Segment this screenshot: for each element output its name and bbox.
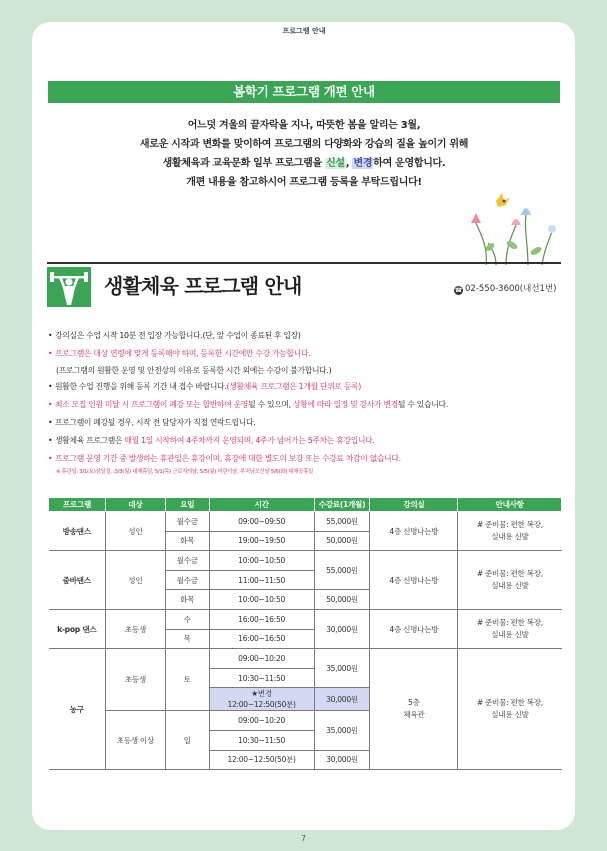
program-name: 농구 (49, 649, 106, 770)
notice-item: • 생활체육 프로그램은 매월 1일 시작하여 4주차까지 운영되며, 4주가 넘어가는 5주차는 휴강입니다. (48, 436, 375, 445)
header-program: 프로그램 (49, 498, 106, 512)
time-cell: 09:00~10:20 (209, 649, 314, 669)
header-notes: 안내사항 (458, 498, 562, 512)
time-cell: 12:00~12:50(50분) (209, 750, 314, 770)
table-row (49, 551, 562, 571)
notice-item: • 프로그램 운영 기간 중 발생하는 휴관일은 휴강이며, 휴강에 대한 별도의 보강 또는 수강료 차감이 없습니다. (48, 454, 401, 463)
day-cell: 월수금 (165, 512, 209, 532)
notice-item: • 원활한 수업 진행을 위해 등록 기간 내 접수 바랍니다.(생활체육 프로그램은 1개월 단위로 등록) (48, 382, 362, 391)
fee-cell: 50,000원 (314, 590, 370, 610)
table-header-row (49, 498, 562, 512)
time-cell: 10:00~10:50 (209, 551, 314, 571)
program-name: 방송댄스 (49, 512, 106, 551)
header-time: 시간 (209, 498, 314, 512)
day-cell: 월수금 (165, 551, 209, 571)
header-fee: 수강료(1개월) (314, 498, 370, 512)
notice-text: 상황에 따라 일정 및 강사가 변경 (293, 400, 398, 409)
intro-line-4: 개편 내용을 참고하시어 프로그램 등록을 부탁드립니다! (186, 177, 422, 188)
notes-cell (458, 609, 562, 648)
page-number: 7 (301, 834, 306, 843)
notice-item: • 강의실은 수업 시작 10분 전 입장 가능합니다.(단, 앞 수업이 종료된 후 입장) (48, 331, 301, 340)
target-cell: 초등생 (105, 609, 165, 648)
phone-contact (454, 282, 556, 295)
notice-item: • 최소 모집 인원 미달 시 프로그램이 폐강 또는 합반하여 운영될 수 있으며, 상황에 따라 일정 및 강사가 변경될 수 있습니다. (48, 400, 448, 409)
notes-cell (458, 512, 562, 551)
room-cell: 4층 신명나는방 (370, 609, 458, 648)
program-name: k-pop 댄스 (49, 609, 106, 648)
intro-paragraph (48, 116, 560, 192)
time-cell: 10:00~10:50 (209, 590, 314, 610)
fee-cell: 30,000원 (314, 750, 370, 770)
phone-number: 02-550-3600(내선1번) (465, 284, 557, 294)
notice-text: 매월 1일 시작하여 4주차까지 운영되며, 4주가 넘어가는 5주차는 휴강입니다. (124, 436, 375, 445)
day-cell: 화목 (165, 531, 209, 551)
table-row (49, 512, 562, 532)
time-cell: 09:00~10:20 (209, 711, 314, 731)
day-cell: 토 (165, 649, 209, 711)
notes-cell (458, 649, 562, 770)
room-line: 체육관 (403, 710, 425, 720)
notice-text: 될 수 있으며, (248, 400, 294, 409)
spring-flowers-illustration (466, 185, 558, 265)
announcement-banner: 봄학기 프로그램 개편 안내 (48, 81, 560, 103)
header-day: 요일 (165, 498, 209, 512)
notes-line: 실내용 신발 (491, 581, 529, 591)
notes-line: # 준비물: 편한 복장, (476, 698, 543, 708)
day-cell: 화목 (165, 590, 209, 610)
target-cell: 성인 (105, 512, 165, 551)
time-cell: 10:30~11:50 (209, 730, 314, 750)
room-cell: 4층 신명나는방 (370, 512, 458, 551)
notice-list (48, 327, 563, 477)
section-tab: 프로그램 안내 (282, 27, 326, 35)
intro-line-1: 어느덧 겨울의 끝자락을 지나, 따뜻한 봄을 알리는 3월, (187, 120, 421, 131)
time-cell: 09:00~09:50 (209, 512, 314, 532)
notice-text: 원활한 수업 진행을 위해 등록 기간 내 접수 바랍니다. (55, 382, 227, 391)
target-cell: 성인 (105, 551, 165, 610)
change-highlight: 변경 (353, 158, 373, 169)
time-cell: 19:00~19:50 (209, 531, 314, 551)
day-cell: 수 (165, 609, 209, 629)
header-target: 대상 (105, 498, 165, 512)
notes-line: 실내용 신발 (491, 710, 529, 720)
notice-text: 프로그램 운영 기간 중 발생하는 휴관일은 휴강이며, 휴강에 대한 별도의 보강 또는 수강료 차감이 없습니다. (55, 454, 401, 463)
notice-text: 될 수 있습니다. (397, 400, 448, 409)
intro-text: 생활체육과 교육문화 일부 프로그램을 (162, 158, 326, 169)
notes-line: # 준비물: 편한 복장, (476, 618, 543, 628)
fee-cell: 30,000원 (314, 609, 370, 648)
fee-cell: 35,000원 (314, 711, 370, 750)
fee-cell: 55,000원 (314, 551, 370, 590)
time-cell: 16:00~16:50 (209, 609, 314, 629)
notice-text: 최소 모집 인원 미달 시 프로그램이 폐강 또는 합반하여 운영 (55, 400, 249, 409)
notice-text: ※ 휴관일: 3/1(토)삼일절, ,3/3(월) 대체휴일, 5/1(목) 근로자의날, 5/5(월) 어린이날, 부처님오신날 5/6(화) 대체공휴일 (56, 469, 314, 475)
new-highlight: 신설 (326, 158, 345, 169)
header-room: 강의실 (370, 498, 458, 512)
notice-text: (생활체육 프로그램은 1개월 단위로 등록) (226, 382, 362, 391)
changed-time-cell (209, 688, 314, 711)
table-row (49, 649, 562, 669)
fee-cell: 35,000원 (314, 649, 370, 688)
notice-item: • 프로그램이 폐강될 경우, 시작 전 담당자가 직접 연락드립니다. (48, 418, 256, 427)
intro-line-2: 새로운 시작과 변화를 맞이하여 프로그램의 다양화와 강습의 질을 높이기 위해 (139, 139, 469, 150)
changed-time: 12:00~12:50(50분) (227, 700, 296, 710)
section-title: 생활체육 프로그램 안내 (104, 274, 302, 298)
time-cell: 10:30~11:50 (209, 668, 314, 688)
day-cell: 월수금 (165, 570, 209, 590)
notice-item: • 프로그램은 대상 연령에 맞게 등록해야 하며, 등록한 시간에만 수강 가능합니다. (48, 349, 311, 358)
program-name: 줌바댄스 (49, 551, 106, 610)
notes-line: # 준비물: 편한 복장, (476, 520, 543, 530)
target-cell: 초등생 이상 (105, 711, 165, 770)
day-cell: 일 (165, 711, 209, 770)
notice-text: 프로그램은 대상 연령에 맞게 등록해야 하며, 등록한 시간에만 수강 가능합니다. (55, 349, 311, 358)
notice-text: (프로그램의 원활한 운영 및 안전상의 이유로 등록한 시간 외에는 수강이 불가합니다.) (56, 366, 332, 375)
notice-text: 생활체육 프로그램은 (55, 436, 125, 445)
table-row (49, 609, 562, 629)
target-cell: 초등생 (105, 649, 165, 711)
notes-line: # 준비물: 편한 복장, (476, 569, 543, 579)
room-line: 5층 (408, 698, 420, 708)
room-cell: 4층 신명나는방 (370, 551, 458, 610)
notice-text: 프로그램이 폐강될 경우, 시작 전 담당자가 직접 연락드립니다. (55, 418, 256, 427)
time-cell: 16:00~16:50 (209, 629, 314, 649)
fee-cell: 50,000원 (314, 531, 370, 551)
phone-icon: ☎ (454, 287, 463, 294)
intro-line-3 (48, 154, 560, 173)
weightlifter-icon (47, 267, 91, 307)
notes-line: 실내용 신발 (491, 532, 529, 542)
fee-cell: 55,000원 (314, 512, 370, 532)
intro-text: 하여 운영합니다. (373, 158, 446, 169)
notice-text: 강의실은 수업 시작 10분 전 입장 가능합니다.(단, 앞 수업이 종료된 후 입장) (55, 331, 301, 340)
changed-label: ★변경 (251, 689, 272, 699)
intro-text: , (345, 158, 353, 169)
notice-item (48, 363, 563, 378)
section-title-rule (47, 262, 561, 264)
notes-cell (458, 551, 562, 610)
closure-days-note (48, 468, 563, 477)
day-cell: 목 (165, 629, 209, 649)
time-cell: 11:00~11:50 (209, 570, 314, 590)
notes-line: 실내용 신발 (491, 630, 529, 640)
program-table (48, 497, 562, 770)
room-cell (370, 649, 458, 770)
changed-fee-cell: 30,000원 (314, 688, 370, 711)
